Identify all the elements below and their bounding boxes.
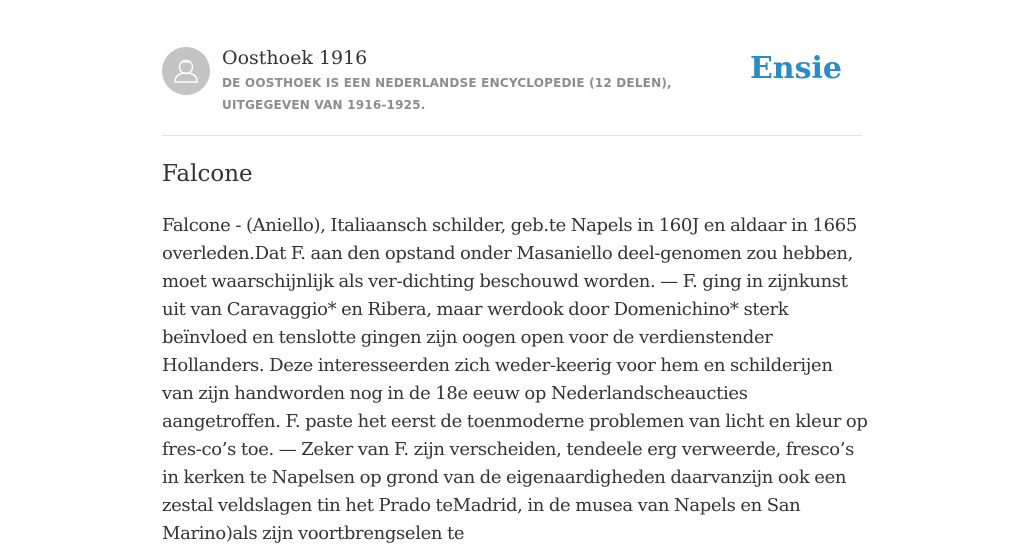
source-title[interactable]: Oosthoek 1916 [222,47,368,69]
entry-title: Falcone [162,161,253,187]
source-header [162,0,862,136]
page-container [162,0,868,544]
source-avatar[interactable] [162,47,210,95]
user-icon [162,47,210,95]
entry-body-text: Falcone - (Aniello), Italiaansch schilder, geb.te Napels in 160J en aldaar in 1665 overleden.Dat F. aan den opstand onder Masaniello deel-genomen zou hebben, moet waarschijnlijk als ver-dichting beschouwd worden. — F. ging in zijnkunst uit van Caravaggio* en Ribera, maar werdook door Domenichino* sterk beïnvloed en tenslotte gingen zijn oogen open voor de verdienstender Hollanders. Deze interesseerden zich weder-keerig voor hem en schilderijen van zijn handworden nog in de 18e eeuw op Nederlandscheaucties aangetroffen. F. paste het eerst de toenmoderne problemen van licht en kleur op fres-co’s toe. — Zeker van F. zijn verscheiden, tendeele erg verweerde, fresco’s in kerken te Napelsen op grond van de eigenaardigheden daarvanzijn ook een zestal veldslagen tin het Prado teMadrid, in de musea van Napels en San Marino)als zijn voortbrengselen te [162,215,868,544]
source-description: DE OOSTHOEK IS EEN NEDERLANDSE ENCYCLOPEDIE (12 DELEN), UITGEGEVEN VAN 1916-1925. [222,76,672,112]
ensie-logo-link[interactable]: Ensie [749,51,842,86]
